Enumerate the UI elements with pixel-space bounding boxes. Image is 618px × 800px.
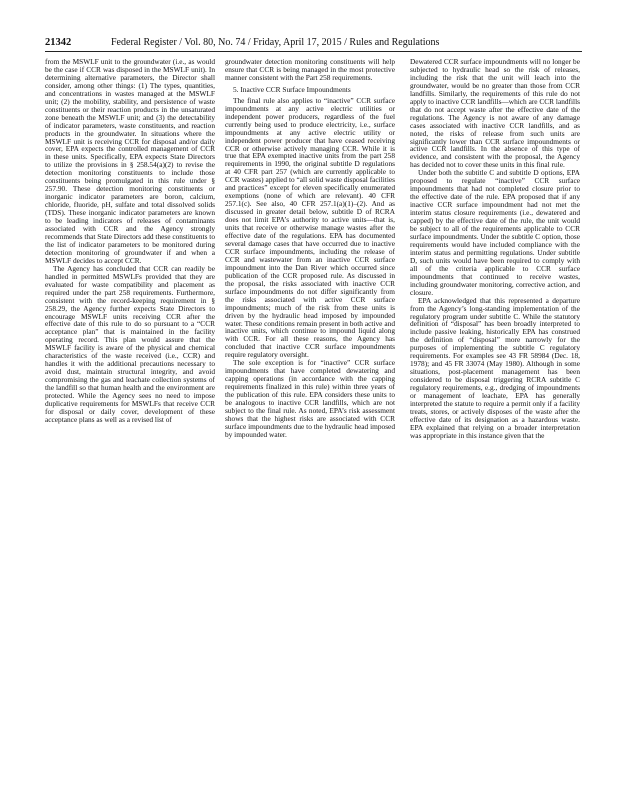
paragraph: The Agency has concluded that CCR can readily be handled in permitted MSWLFs provided that they are evaluated for waste compatibility and placement as required under the part 258 requirements. Furthermore, consistent with the record-keeping requirement in § 258.29, the Agency further expects State Directors to encourage MSWLF units receiving CCR after the effective date of this rule to do so pursuant to a “CCR acceptance plan” that is maintained in the facility operating record. This plan would assure that the MSWLF facility is aware of the physical and chemical characteristics of the waste received (i.e., CCR) and handles it with the additional precautions necessary to avoid dust, maintain structural integrity, and avoid compromising the gas and leachate collection systems of the landfill so that human health and the environment are protected. While the Agency sees no need to impose duplicative requirements for MSWLFs that receive CCR for disposal or daily cover, development of these acceptance plans as well as a revised list of — [45, 263, 215, 424]
page-number: 21342 — [45, 37, 72, 48]
column-1 — [45, 58, 215, 793]
paragraph: from the MSWLF unit to the groundwater (i.e., as would be the case if CCR was disposed in the MSWLF unit). In determining alternative parameters, the Director shall consider, among other things: (1) The types, quantities, and concentrations in wastes managed at the MSWLF unit; (2) the mobility, stability, and persistence of waste constituents or their reaction products in the unsaturated zone beneath the MSWLF unit; and (3) the detectability of indicator parameters, waste constituents, and reaction products in the groundwater. In situations where the MSWLF unit is receiving CCR for disposal and/or daily cover, EPA expects the controlled management of CCR in these units. Specifically, EPA expects State Directors to utilize the provisions in § 258.54(a)(2) to revise the detection monitoring constituents to include those constituents being promulgated in this rule under § 257.90. These detection monitoring constituents or inorganic indicator parameters are boron, calcium, chloride, fluoride, pH, sulfate and total dissolved solids (TDS). These inorganic indicator parameters are known to be leading indicators of releases of contaminants associated with CCR and the Agency strongly recommends that State Directors add these constituents to the list of indicator parameters to be monitored during detection monitoring of groundwater if and when a MSWLF decides to accept CCR. — [45, 58, 215, 265]
column-3 — [410, 58, 580, 793]
section-heading: 5. Inactive CCR Surface Impoundments — [233, 84, 351, 94]
paragraph: The final rule also applies to “inactive” CCR surface impoundments at any active electric utilities or independent power producers, regardless of the fuel currently being used to produce electricity, i.e., surface impoundments at any active electric utility or independent power producer that have ceased receiving CCR or otherwise actively managing CCR. While it is true that EPA exempted inactive units from the part 258 requirements in 1990, the original subtitle D regulations at 40 CFR part 257 (which are currently applicable to CCR wastes) applied to “all solid waste disposal facilities and practices” except for eleven specifically enumerated exemptions (none of which are relevant). 40 CFR 257.1(c). See also, 40 CFR 257.1(a)(1)–(2). And as discussed in greater detail below, subtitle D of RCRA does not limit EPA’s authority to active units—that is, units that receive or otherwise manage wastes after the effective date of the regulations. EPA has documented several damage cases that have occurred due to inactive CCR surface impoundments, including the release of CCR and wastewater from an inactive CCR surface impoundment into the Dan River which occurred since publication of the CCR proposed rule. As discussed in the proposal, the risks associated with inactive CCR surface impoundments do not differ significantly from the risks associated with active CCR surface impoundments; much of the risk from these units is driven by the hydraulic head imposed by impounded water. These conditions remain present in both active and inactive units, which continue to impound liquid along with CCR. For all these reasons, the Agency has concluded that inactive CCR surface impoundments require regulatory oversight. — [225, 95, 395, 360]
paragraph: Under both the subtitle C and subtitle D options, EPA proposed to regulate “inactive” CCR surface impoundments that had not completed closure prior to the effective date of the rule. EPA proposed that if any inactive CCR surface impoundment had not met the interim status closure requirements (i.e., dewatered and capped) by the effective date of the rule, the unit would be subject to all of the requirements applicable to CCR surface impoundments. Under the subtitle C option, those requirements would have included compliance with the interim status and permitting regulations. Under subtitle D, such units would have been required to comply with all of the criteria applicable to CCR surface impoundments that continued to receive wastes, including groundwater monitoring, corrective action, and closure. — [410, 168, 580, 297]
header-rule — [45, 51, 582, 52]
paragraph: groundwater detection monitoring constituents will help ensure that CCR is being managed in the most protective manner consistent with the Part 258 requirements. — [225, 58, 395, 82]
page-header — [45, 37, 582, 50]
paragraph: Dewatered CCR surface impoundments will no longer be subjected to hydraulic head so the risk of releases, including the risk that the unit will leach into the groundwater, would be no greater than those from CCR landfills. Similarly, the requirements of this rule do not apply to inactive CCR landfills—which are CCR landfills that do not accept waste after the effective date of the regulations. The Agency is not aware of any damage cases associated with inactive CCR landfills, and as noted, the risks of release from such units are significantly lower than CCR surface impoundments or active CCR landfills. In the absence of this type of evidence, and consistent with the proposal, the Agency has decided not to cover these units in this final rule. — [410, 58, 580, 170]
paragraph: EPA acknowledged that this represented a departure from the Agency’s long-standing implementation of the regulatory program under subtitle C. While the statutory definition of “disposal” has been broadly interpreted to include passive leaking, historically EPA has construed the definition of “disposal” more narrowly for the purposes of implementing the subtitle C regulatory requirements. For examples see 43 FR 58984 (Dec. 18, 1978); and 45 FR 33074 (May 1980). Although in some situations, post-placement management has been considered to be disposal triggering RCRA subtitle C regulatory requirements, e.g., dredging of impoundments or management of leachate, EPA has generally interpreted the statute to require a permit only if a facility treats, stores, or actively disposes of the waste after the effective date of its designation as a hazardous waste. EPA explained that relying on a broader interpretation was appropriate in this instance given that the — [410, 295, 580, 440]
running-title: Federal Register / Vol. 80, No. 74 / Friday, April 17, 2015 / Rules and Regulations — [111, 37, 440, 48]
paragraph: The sole exception is for “inactive” CCR surface impoundments that have completed dewatering and capping operations (in accordance with the capping requirements finalized in this rule) within three years of the publication of this rule. EPA considers these units to be analogous to inactive CCR landfills, which are not subject to the final rule. As noted, EPA’s risk assessment shows that the highest risks are associated with CCR surface impoundments due to the hydraulic head imposed by impounded water. — [225, 358, 395, 439]
column-2 — [225, 58, 395, 793]
